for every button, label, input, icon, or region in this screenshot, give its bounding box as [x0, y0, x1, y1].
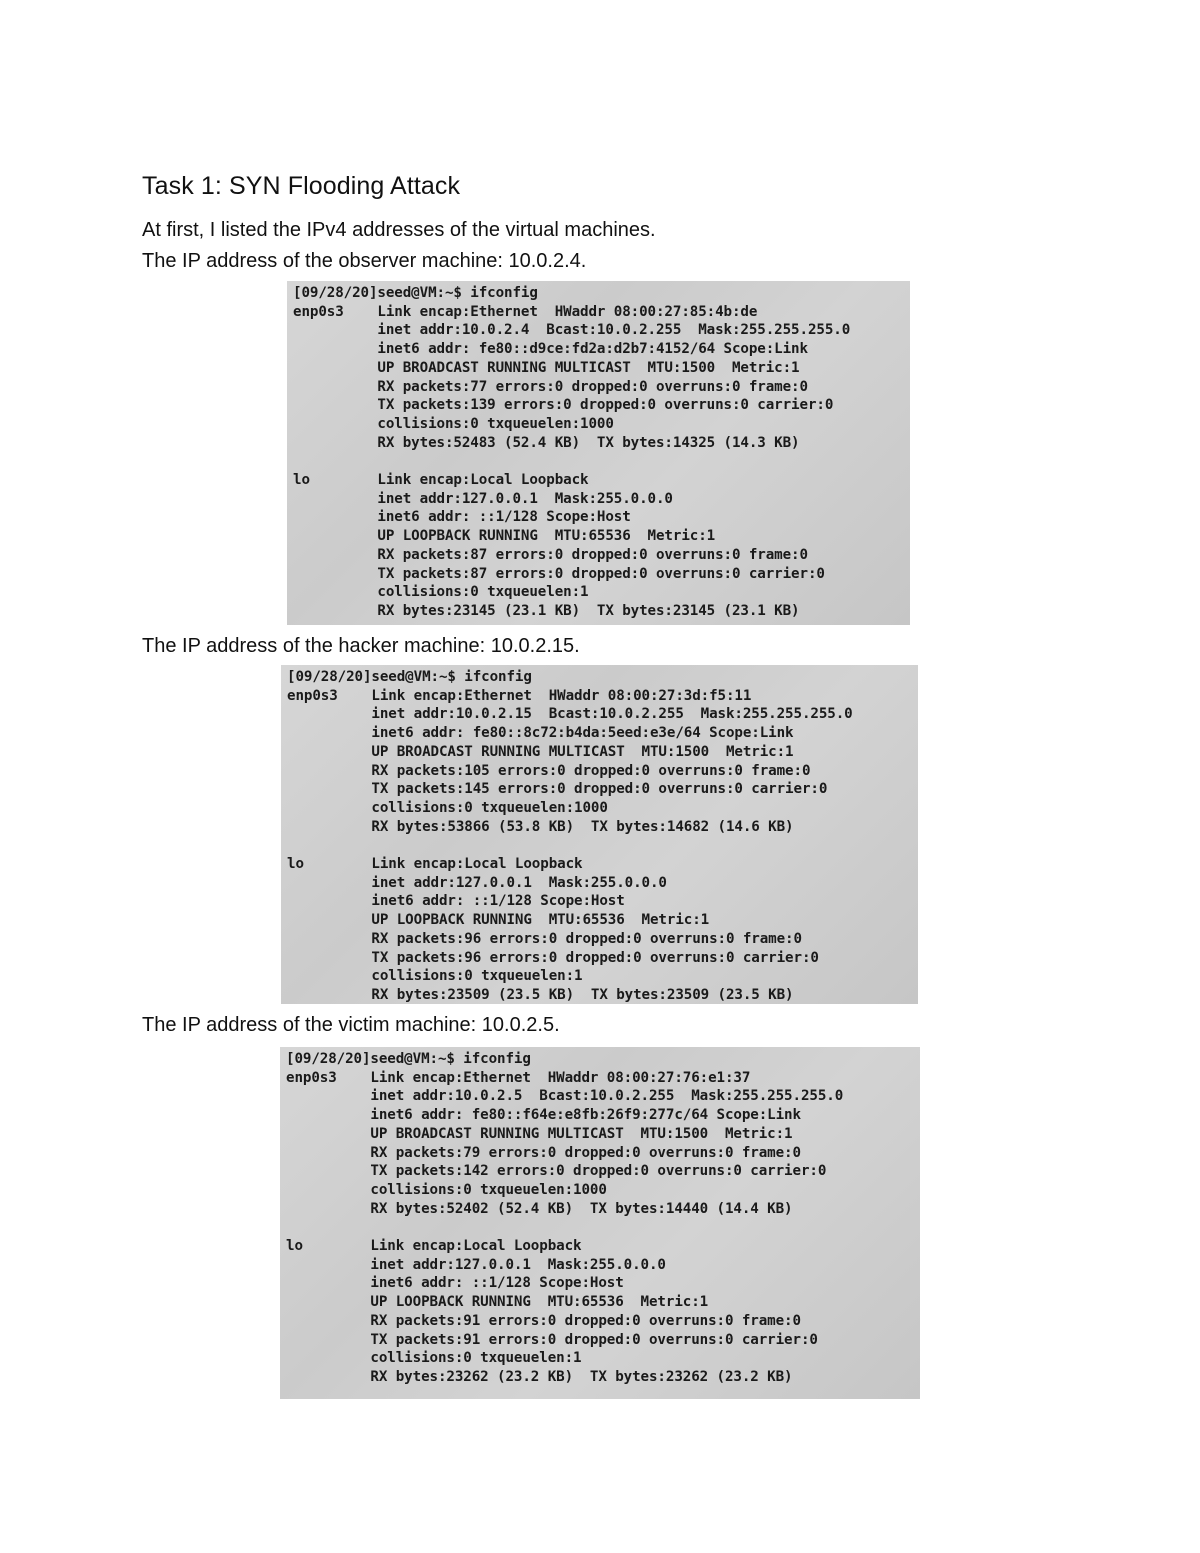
terminal-line: inet addr:127.0.0.1 Mask:255.0.0.0 [293, 490, 673, 507]
terminal-line: TX packets:96 errors:0 dropped:0 overruns:0 carrier:0 [287, 949, 819, 966]
intro-text: At first, I listed the IPv4 addresses of the virtual machines. [142, 219, 656, 241]
terminal-line: RX packets:96 errors:0 dropped:0 overruns:0 frame:0 [287, 930, 802, 947]
terminal-line: enp0s3 Link encap:Ethernet HWaddr 08:00:27:76:e1:37 [286, 1069, 751, 1086]
terminal-output [286, 1050, 914, 1387]
terminal-line: lo Link encap:Local Loopback [293, 472, 589, 489]
terminal-line: inet addr:10.0.2.5 Bcast:10.0.2.255 Mask:255.255.255.0 [286, 1088, 844, 1105]
terminal-line: RX bytes:52483 (52.4 KB) TX bytes:14325 (14.3 KB) [293, 434, 800, 451]
terminal-line: inet6 addr: fe80::d9ce:fd2a:d2b7:4152/64 Scope:Link [293, 341, 808, 358]
terminal-line: UP BROADCAST RUNNING MULTICAST MTU:1500 Metric:1 [287, 743, 794, 760]
terminal-output [293, 284, 904, 621]
terminal-line: TX packets:145 errors:0 dropped:0 overruns:0 carrier:0 [287, 781, 828, 798]
terminal-line: inet6 addr: fe80::f64e:e8fb:26f9:277c/64 Scope:Link [286, 1107, 801, 1124]
terminal-line: inet addr:10.0.2.4 Bcast:10.0.2.255 Mask:255.255.255.0 [293, 322, 851, 339]
terminal-line: lo Link encap:Local Loopback [287, 856, 583, 873]
terminal-line: enp0s3 Link encap:Ethernet HWaddr 08:00:27:3d:f5:11 [287, 687, 752, 704]
terminal-line: TX packets:139 errors:0 dropped:0 overruns:0 carrier:0 [293, 397, 834, 414]
hacker-terminal-screenshot [281, 665, 918, 1004]
terminal-line: UP LOOPBACK RUNNING MTU:65536 Metric:1 [293, 528, 716, 545]
victim-terminal-screenshot [280, 1047, 920, 1399]
terminal-line: inet6 addr: fe80::8c72:b4da:5eed:e3e/64 Scope:Link [287, 725, 794, 742]
terminal-line: collisions:0 txqueuelen:1 [293, 584, 589, 601]
terminal-line [286, 1218, 914, 1237]
terminal-line: TX packets:87 errors:0 dropped:0 overruns:0 carrier:0 [293, 565, 825, 582]
terminal-line: inet6 addr: ::1/128 Scope:Host [293, 509, 631, 526]
terminal-line: RX bytes:23145 (23.1 KB) TX bytes:23145 (23.1 KB) [293, 602, 800, 619]
terminal-line: RX packets:105 errors:0 dropped:0 overruns:0 frame:0 [287, 762, 811, 779]
terminal-line: RX bytes:23262 (23.2 KB) TX bytes:23262 (23.2 KB) [286, 1368, 793, 1385]
observer-terminal-screenshot [287, 281, 910, 625]
terminal-line: RX packets:77 errors:0 dropped:0 overruns:0 frame:0 [293, 378, 808, 395]
terminal-line: collisions:0 txqueuelen:1000 [287, 799, 608, 816]
terminal-line: collisions:0 txqueuelen:1000 [293, 415, 614, 432]
terminal-line: [09/28/20]seed@VM:~$ ifconfig [287, 669, 532, 685]
terminal-line: RX packets:87 errors:0 dropped:0 overruns:0 frame:0 [293, 546, 808, 563]
terminal-line: TX packets:142 errors:0 dropped:0 overruns:0 carrier:0 [286, 1163, 827, 1180]
terminal-line: inet6 addr: ::1/128 Scope:Host [286, 1275, 624, 1292]
terminal-line: RX bytes:52402 (52.4 KB) TX bytes:14440 (14.4 KB) [286, 1200, 793, 1217]
terminal-line: UP BROADCAST RUNNING MULTICAST MTU:1500 Metric:1 [286, 1125, 793, 1142]
terminal-line: RX bytes:23509 (23.5 KB) TX bytes:23509 (23.5 KB) [287, 986, 794, 1003]
terminal-line: UP LOOPBACK RUNNING MTU:65536 Metric:1 [287, 912, 710, 929]
page-title: Task 1: SYN Flooding Attack [142, 172, 461, 200]
terminal-line: [09/28/20]seed@VM:~$ ifconfig [293, 285, 538, 301]
terminal-line: inet addr:127.0.0.1 Mask:255.0.0.0 [286, 1256, 666, 1273]
hacker-caption: The IP address of the hacker machine: 10.0.2.15. [142, 635, 580, 657]
terminal-line: lo Link encap:Local Loopback [286, 1238, 582, 1255]
terminal-line: RX packets:91 errors:0 dropped:0 overruns:0 frame:0 [286, 1312, 801, 1329]
terminal-line: inet6 addr: ::1/128 Scope:Host [287, 893, 625, 910]
terminal-line: [09/28/20]seed@VM:~$ ifconfig [286, 1051, 531, 1067]
terminal-line [287, 836, 912, 855]
terminal-line: collisions:0 txqueuelen:1 [286, 1350, 582, 1367]
terminal-line: collisions:0 txqueuelen:1 [287, 968, 583, 985]
terminal-line: UP LOOPBACK RUNNING MTU:65536 Metric:1 [286, 1294, 709, 1311]
terminal-line: RX bytes:53866 (53.8 KB) TX bytes:14682 (14.6 KB) [287, 818, 794, 835]
terminal-output [287, 668, 912, 1004]
terminal-line [293, 452, 904, 471]
terminal-line: TX packets:91 errors:0 dropped:0 overruns:0 carrier:0 [286, 1331, 818, 1348]
terminal-line: RX packets:79 errors:0 dropped:0 overruns:0 frame:0 [286, 1144, 801, 1161]
terminal-line: enp0s3 Link encap:Ethernet HWaddr 08:00:27:85:4b:de [293, 303, 758, 320]
terminal-line: inet addr:10.0.2.15 Bcast:10.0.2.255 Mask:255.255.255.0 [287, 706, 853, 723]
terminal-line: inet addr:127.0.0.1 Mask:255.0.0.0 [287, 874, 667, 891]
victim-caption: The IP address of the victim machine: 10.0.2.5. [142, 1014, 560, 1036]
observer-caption: The IP address of the observer machine: 10.0.2.4. [142, 250, 587, 272]
terminal-line: UP BROADCAST RUNNING MULTICAST MTU:1500 Metric:1 [293, 359, 800, 376]
terminal-line: collisions:0 txqueuelen:1000 [286, 1181, 607, 1198]
